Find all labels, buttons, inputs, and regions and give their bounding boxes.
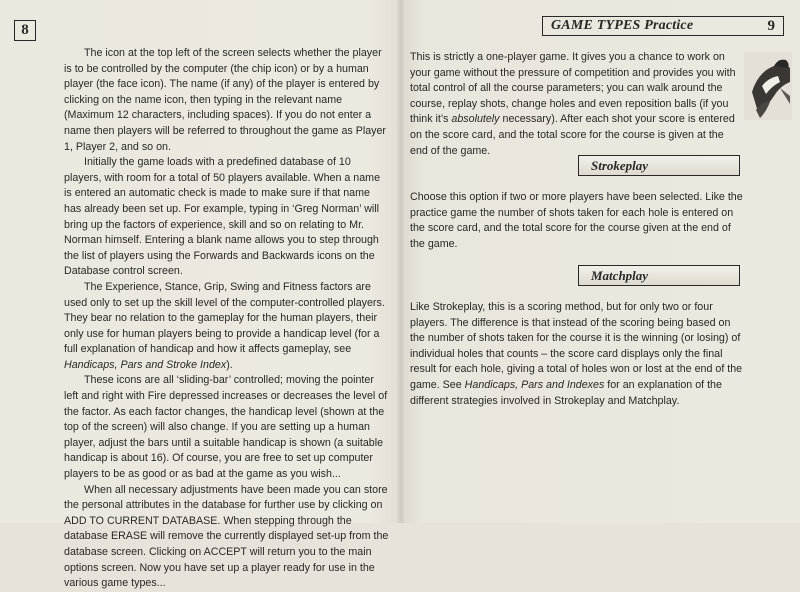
book-gutter — [396, 0, 406, 523]
matchplay-section-text — [410, 300, 745, 409]
matchplay-heading: Matchplay — [578, 265, 740, 286]
chapter-title: GAME TYPES Practice — [551, 18, 694, 33]
paragraph: Choose this option if two or more players have been selected. Like the practice game the number of shots taken for each hole is entered on the score card, and the total score for the course given at the end of the game. — [410, 191, 743, 250]
strokeplay-heading: Strokeplay — [578, 155, 740, 176]
paragraph: The icon at the top left of the screen selects whether the player is to be controlled by the computer (the chip icon) or by a human player (the face icon). The name (if any) of the player is entered by clicking on the name icon, then typing in the relevant name (Maximum 12 characters, including spaces). If you do not enter a name then players will be referred to throughout the game as Player 1, Player 2, and so on. — [64, 47, 386, 153]
emphasis: absolutely — [451, 113, 500, 126]
strokeplay-section-text — [410, 190, 745, 252]
paragraph: Initially the game loads with a predefined database of 10 players, with room for a total of 50 players available. When a name is entered an automatic check is made to make sure if that name has already been set up. For example, typing in ‘Greg Norman’ will bring up the factors of experience, skill and so on relating to Mr. Norman himself. Entering a blank name allows you to step through the list of players using the Forwards and Backwards icons on the Database control screen. — [64, 156, 381, 278]
cross-reference: Handicaps, Pars and Indexes — [464, 378, 605, 391]
chapter-header — [542, 16, 784, 36]
paragraph: When all necessary adjustments have been made you can store the personal attributes in the database for further use by clicking on ADD TO CURRENT DATABASE. When stepping through the database ERASE will remove the currently displayed set-up from the database screen. Clicking on ACCEPT will return you to the main options screen. Now you have set up a player ready for use in the various game types... — [64, 483, 389, 590]
page-number-right: 9 — [767, 17, 775, 34]
practice-section-text — [410, 50, 740, 159]
paragraph: The Experience, Stance, Grip, Swing and Fitness factors are used only to set up the skill level of the computer-controlled players. They bear no relation to the gameplay for the human players, their only use for human players being to provide a handicap level (for a full explanation of handicap and how it affects gameplay, see Handicaps, Pars and Stroke Index). — [64, 280, 385, 371]
cross-reference: Handicaps, Pars and Stroke Index — [64, 358, 227, 371]
left-page-body — [64, 46, 390, 592]
golfer-illustration-icon — [744, 52, 792, 120]
left-page — [0, 0, 400, 590]
paragraph: This is strictly a one-player game. It gives you a chance to work on your game without the pressure of competition and provides you with total control of all the course parameters; you can walk around the course, replay shots, change holes and even reposition balls (if you think it’s absolutely necessary). After each shot your score is entered on the score card, and the total score for the course is given at the end of the game. — [410, 51, 736, 157]
page-number-left: 8 — [14, 20, 36, 41]
paragraph: These icons are all ‘sliding-bar’ controlled; moving the pointer left and right with Fire depressed increases or decreases the level of the factor. As each factor changes, the handicap level (shown at the top of the screen) will also change. If you are setting up a human player, adjust the bars until a suitable handicap is shown (a suitable handicap is about 16). Of course, you are free to set up computer players to be as good or as bad at the game as you wish... — [64, 374, 388, 481]
paragraph: Like Strokeplay, this is a scoring method, but for only two or four players. The difference is that instead of the scoring being based on the number of shots taken for the course it is the winning (or losing) of individual holes that counts – the score card displays only the final result for each hole, giving a total of holes won or lost at the end of the game. See Handicaps, Pars and Indexes for an explanation of the different strategies involved in Strokeplay and Matchplay. — [410, 301, 743, 407]
